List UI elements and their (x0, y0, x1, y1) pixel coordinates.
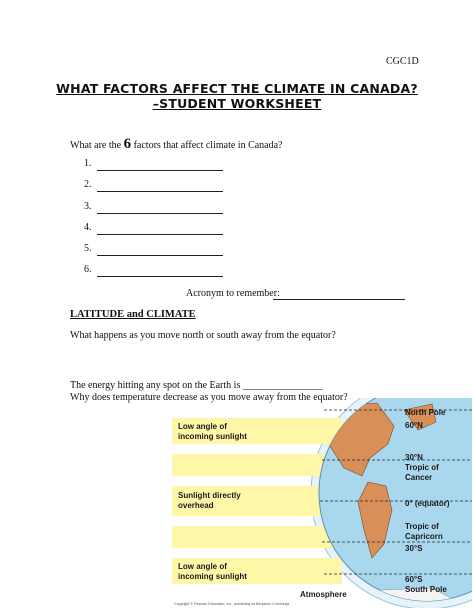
answer-blank-2[interactable] (97, 191, 223, 192)
lat-60n-label: 60°N (405, 421, 423, 430)
answer-blank-3[interactable] (97, 213, 223, 214)
lat-60s-label: 60°S (405, 575, 423, 584)
band-caption: Sunlight directly (178, 491, 241, 500)
south-pole-label: South Pole (405, 585, 447, 594)
tropic-cancer-label: Cancer (405, 473, 433, 482)
band-caption: incoming sunlight (178, 432, 247, 441)
sunlight-band-upper (172, 454, 342, 476)
answer-number: 1. (84, 158, 92, 169)
worksheet-title: WHAT FACTORS AFFECT THE CLIMATE IN CANADA? (56, 81, 418, 96)
sunlight-band-lower (172, 526, 342, 548)
question-factors-prefix: What are the (70, 140, 124, 151)
question-factors-number: 6 (123, 136, 132, 152)
answer-number: 6. (84, 264, 92, 275)
answer-number: 5. (84, 243, 92, 254)
worksheet-subtitle: –STUDENT WORKSHEET (152, 96, 322, 111)
question-energy: The energy hitting any spot on the Earth is ________________ (70, 380, 323, 391)
acronym-blank[interactable] (273, 299, 405, 300)
answer-blank-6[interactable] (97, 276, 223, 277)
answer-blank-4[interactable] (97, 234, 223, 235)
answer-number: 2. (84, 179, 92, 190)
question-temperature: Why does temperature decrease as you move away from the equator? (70, 392, 348, 403)
north-pole-label: North Pole (405, 408, 446, 417)
atmosphere-label: Atmosphere (300, 590, 347, 599)
copyright-notice: Copyright © Pearson Education, Inc., publishing as Benjamin Cummings. (174, 602, 291, 606)
question-factors-suffix: factors that affect climate in Canada? (131, 140, 283, 151)
question-factors (70, 136, 283, 153)
band-caption: overhead (178, 501, 214, 510)
equator-label: 0° (equator) (405, 499, 450, 508)
tropic-capricorn-label: Tropic of (405, 522, 439, 531)
answer-number: 3. (84, 201, 92, 212)
band-caption: incoming sunlight (178, 572, 247, 581)
lat-30n-label: 30°N (405, 453, 423, 462)
latitude-sunlight-diagram (172, 398, 472, 608)
band-caption: Low angle of (178, 562, 227, 571)
band-caption: Low angle of (178, 422, 227, 431)
lat-30s-label: 30°S (405, 544, 423, 553)
answer-blank-1[interactable] (97, 170, 223, 171)
tropic-cancer-label: Tropic of (405, 463, 439, 472)
answer-blank-5[interactable] (97, 255, 223, 256)
acronym-label: Acronym to remember: (186, 288, 280, 299)
section-heading: LATITUDE and CLIMATE (70, 309, 196, 320)
question-equator: What happens as you move north or south away from the equator? (70, 330, 336, 341)
tropic-capricorn-label: Capricorn (405, 532, 443, 541)
course-code: CGC1D (386, 56, 419, 67)
answer-number: 4. (84, 222, 92, 233)
